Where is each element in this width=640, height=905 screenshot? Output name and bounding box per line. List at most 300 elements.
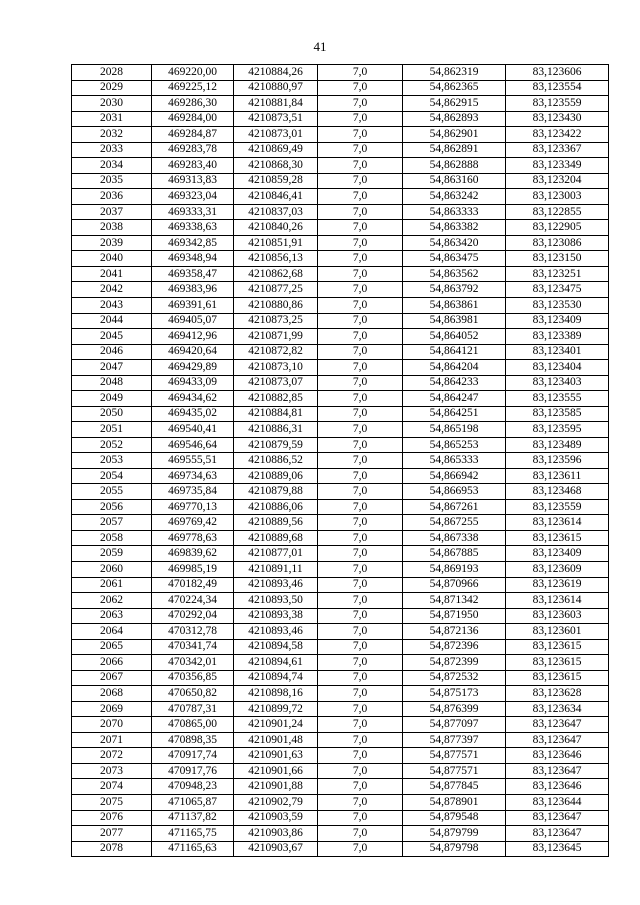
height-cell: 7,0 <box>318 546 403 562</box>
latitude-cell: 54,876399 <box>403 701 506 717</box>
table-row <box>72 562 609 578</box>
point-number-cell: 2037 <box>72 204 152 220</box>
point-number-cell: 2056 <box>72 499 152 515</box>
longitude-cell: 83,123615 <box>506 639 609 655</box>
x-coordinate-cell: 469778,63 <box>152 530 234 546</box>
latitude-cell: 54,878901 <box>403 794 506 810</box>
latitude-cell: 54,867261 <box>403 499 506 515</box>
height-cell: 7,0 <box>318 624 403 640</box>
table-row <box>72 779 609 795</box>
y-coordinate-cell: 4210901,66 <box>234 763 318 779</box>
table-row <box>72 422 609 438</box>
latitude-cell: 54,872136 <box>403 624 506 640</box>
height-cell: 7,0 <box>318 220 403 236</box>
latitude-cell: 54,865253 <box>403 437 506 453</box>
x-coordinate-cell: 470650,82 <box>152 686 234 702</box>
longitude-cell: 83,123596 <box>506 453 609 469</box>
latitude-cell: 54,865198 <box>403 422 506 438</box>
y-coordinate-cell: 4210893,38 <box>234 608 318 624</box>
latitude-cell: 54,862901 <box>403 127 506 143</box>
y-coordinate-cell: 4210877,25 <box>234 282 318 298</box>
latitude-cell: 54,866953 <box>403 484 506 500</box>
table-row <box>72 344 609 360</box>
latitude-cell: 54,863242 <box>403 189 506 205</box>
height-cell: 7,0 <box>318 701 403 717</box>
latitude-cell: 54,877097 <box>403 717 506 733</box>
point-number-cell: 2058 <box>72 530 152 546</box>
table-row <box>72 65 609 81</box>
longitude-cell: 83,123603 <box>506 608 609 624</box>
x-coordinate-cell: 469540,41 <box>152 422 234 438</box>
longitude-cell: 83,123475 <box>506 282 609 298</box>
point-number-cell: 2031 <box>72 111 152 127</box>
point-number-cell: 2052 <box>72 437 152 453</box>
x-coordinate-cell: 471065,87 <box>152 794 234 810</box>
coordinates-table <box>71 64 609 857</box>
point-number-cell: 2061 <box>72 577 152 593</box>
longitude-cell: 83,123204 <box>506 173 609 189</box>
point-number-cell: 2049 <box>72 391 152 407</box>
height-cell: 7,0 <box>318 655 403 671</box>
height-cell: 7,0 <box>318 732 403 748</box>
longitude-cell: 83,123645 <box>506 841 609 857</box>
x-coordinate-cell: 469734,63 <box>152 468 234 484</box>
longitude-cell: 83,123611 <box>506 468 609 484</box>
point-number-cell: 2078 <box>72 841 152 857</box>
table-row <box>72 530 609 546</box>
height-cell: 7,0 <box>318 468 403 484</box>
height-cell: 7,0 <box>318 127 403 143</box>
latitude-cell: 54,864251 <box>403 406 506 422</box>
table-row <box>72 748 609 764</box>
longitude-cell: 83,123401 <box>506 344 609 360</box>
latitude-cell: 54,865333 <box>403 453 506 469</box>
table-row <box>72 158 609 174</box>
point-number-cell: 2036 <box>72 189 152 205</box>
table-row <box>72 484 609 500</box>
longitude-cell: 83,123554 <box>506 80 609 96</box>
latitude-cell: 54,862365 <box>403 80 506 96</box>
latitude-cell: 54,867885 <box>403 546 506 562</box>
latitude-cell: 54,867255 <box>403 515 506 531</box>
longitude-cell: 83,123251 <box>506 266 609 282</box>
height-cell: 7,0 <box>318 763 403 779</box>
y-coordinate-cell: 4210901,24 <box>234 717 318 733</box>
latitude-cell: 54,871950 <box>403 608 506 624</box>
y-coordinate-cell: 4210862,68 <box>234 266 318 282</box>
x-coordinate-cell: 470787,31 <box>152 701 234 717</box>
latitude-cell: 54,863861 <box>403 297 506 313</box>
x-coordinate-cell: 470898,35 <box>152 732 234 748</box>
x-coordinate-cell: 469429,89 <box>152 360 234 376</box>
x-coordinate-cell: 469405,07 <box>152 313 234 329</box>
height-cell: 7,0 <box>318 360 403 376</box>
table-row <box>72 235 609 251</box>
table-row <box>72 173 609 189</box>
x-coordinate-cell: 469546,64 <box>152 437 234 453</box>
table-row <box>72 360 609 376</box>
longitude-cell: 83,122905 <box>506 220 609 236</box>
x-coordinate-cell: 469283,40 <box>152 158 234 174</box>
longitude-cell: 83,123430 <box>506 111 609 127</box>
latitude-cell: 54,862915 <box>403 96 506 112</box>
longitude-cell: 83,123628 <box>506 686 609 702</box>
latitude-cell: 54,863981 <box>403 313 506 329</box>
y-coordinate-cell: 4210884,26 <box>234 65 318 81</box>
longitude-cell: 83,123615 <box>506 655 609 671</box>
y-coordinate-cell: 4210873,25 <box>234 313 318 329</box>
y-coordinate-cell: 4210891,11 <box>234 562 318 578</box>
longitude-cell: 83,123634 <box>506 701 609 717</box>
latitude-cell: 54,877571 <box>403 763 506 779</box>
longitude-cell: 83,123595 <box>506 422 609 438</box>
table-row <box>72 763 609 779</box>
longitude-cell: 83,123150 <box>506 251 609 267</box>
x-coordinate-cell: 469420,64 <box>152 344 234 360</box>
table-row <box>72 499 609 515</box>
point-number-cell: 2040 <box>72 251 152 267</box>
longitude-cell: 83,123614 <box>506 515 609 531</box>
longitude-cell: 83,123647 <box>506 810 609 826</box>
latitude-cell: 54,871342 <box>403 593 506 609</box>
height-cell: 7,0 <box>318 810 403 826</box>
x-coordinate-cell: 469769,42 <box>152 515 234 531</box>
x-coordinate-cell: 469348,94 <box>152 251 234 267</box>
x-coordinate-cell: 469839,62 <box>152 546 234 562</box>
x-coordinate-cell: 469220,00 <box>152 65 234 81</box>
latitude-cell: 54,872399 <box>403 655 506 671</box>
table-row <box>72 546 609 562</box>
x-coordinate-cell: 470182,49 <box>152 577 234 593</box>
point-number-cell: 2035 <box>72 173 152 189</box>
point-number-cell: 2069 <box>72 701 152 717</box>
table-row <box>72 266 609 282</box>
table-row <box>72 204 609 220</box>
height-cell: 7,0 <box>318 717 403 733</box>
height-cell: 7,0 <box>318 158 403 174</box>
latitude-cell: 54,879799 <box>403 826 506 842</box>
latitude-cell: 54,875173 <box>403 686 506 702</box>
x-coordinate-cell: 469313,83 <box>152 173 234 189</box>
y-coordinate-cell: 4210856,13 <box>234 251 318 267</box>
height-cell: 7,0 <box>318 484 403 500</box>
y-coordinate-cell: 4210879,88 <box>234 484 318 500</box>
table-row <box>72 639 609 655</box>
height-cell: 7,0 <box>318 608 403 624</box>
x-coordinate-cell: 469735,84 <box>152 484 234 500</box>
x-coordinate-cell: 469555,51 <box>152 453 234 469</box>
height-cell: 7,0 <box>318 282 403 298</box>
latitude-cell: 54,863562 <box>403 266 506 282</box>
y-coordinate-cell: 4210846,41 <box>234 189 318 205</box>
y-coordinate-cell: 4210884,81 <box>234 406 318 422</box>
point-number-cell: 2038 <box>72 220 152 236</box>
point-number-cell: 2059 <box>72 546 152 562</box>
y-coordinate-cell: 4210871,99 <box>234 329 318 345</box>
point-number-cell: 2070 <box>72 717 152 733</box>
height-cell: 7,0 <box>318 297 403 313</box>
table-row <box>72 437 609 453</box>
x-coordinate-cell: 469391,61 <box>152 297 234 313</box>
height-cell: 7,0 <box>318 189 403 205</box>
y-coordinate-cell: 4210880,97 <box>234 80 318 96</box>
longitude-cell: 83,123389 <box>506 329 609 345</box>
height-cell: 7,0 <box>318 142 403 158</box>
height-cell: 7,0 <box>318 515 403 531</box>
point-number-cell: 2034 <box>72 158 152 174</box>
latitude-cell: 54,862888 <box>403 158 506 174</box>
height-cell: 7,0 <box>318 530 403 546</box>
x-coordinate-cell: 469358,47 <box>152 266 234 282</box>
height-cell: 7,0 <box>318 375 403 391</box>
height-cell: 7,0 <box>318 204 403 220</box>
table-row <box>72 655 609 671</box>
height-cell: 7,0 <box>318 173 403 189</box>
y-coordinate-cell: 4210859,28 <box>234 173 318 189</box>
x-coordinate-cell: 469286,30 <box>152 96 234 112</box>
x-coordinate-cell: 470917,74 <box>152 748 234 764</box>
table-row <box>72 142 609 158</box>
table-row <box>72 282 609 298</box>
y-coordinate-cell: 4210894,58 <box>234 639 318 655</box>
point-number-cell: 2060 <box>72 562 152 578</box>
table-row <box>72 826 609 842</box>
point-number-cell: 2074 <box>72 779 152 795</box>
x-coordinate-cell: 470865,00 <box>152 717 234 733</box>
longitude-cell: 83,123647 <box>506 732 609 748</box>
point-number-cell: 2051 <box>72 422 152 438</box>
x-coordinate-cell: 470356,85 <box>152 670 234 686</box>
point-number-cell: 2043 <box>72 297 152 313</box>
table-row <box>72 732 609 748</box>
longitude-cell: 83,123367 <box>506 142 609 158</box>
longitude-cell: 83,123647 <box>506 763 609 779</box>
point-number-cell: 2046 <box>72 344 152 360</box>
latitude-cell: 54,872396 <box>403 639 506 655</box>
y-coordinate-cell: 4210889,06 <box>234 468 318 484</box>
table-row <box>72 624 609 640</box>
latitude-cell: 54,879548 <box>403 810 506 826</box>
table-row <box>72 375 609 391</box>
point-number-cell: 2045 <box>72 329 152 345</box>
point-number-cell: 2054 <box>72 468 152 484</box>
x-coordinate-cell: 470948,23 <box>152 779 234 795</box>
point-number-cell: 2039 <box>72 235 152 251</box>
x-coordinate-cell: 469433,09 <box>152 375 234 391</box>
longitude-cell: 83,123409 <box>506 546 609 562</box>
x-coordinate-cell: 469383,96 <box>152 282 234 298</box>
table-row <box>72 251 609 267</box>
y-coordinate-cell: 4210903,67 <box>234 841 318 857</box>
y-coordinate-cell: 4210893,46 <box>234 624 318 640</box>
height-cell: 7,0 <box>318 841 403 857</box>
longitude-cell: 83,123606 <box>506 65 609 81</box>
latitude-cell: 54,862891 <box>403 142 506 158</box>
latitude-cell: 54,863160 <box>403 173 506 189</box>
y-coordinate-cell: 4210901,88 <box>234 779 318 795</box>
table-row <box>72 80 609 96</box>
longitude-cell: 83,123559 <box>506 499 609 515</box>
y-coordinate-cell: 4210879,59 <box>234 437 318 453</box>
y-coordinate-cell: 4210902,79 <box>234 794 318 810</box>
table-row <box>72 701 609 717</box>
height-cell: 7,0 <box>318 794 403 810</box>
y-coordinate-cell: 4210868,30 <box>234 158 318 174</box>
x-coordinate-cell: 469985,19 <box>152 562 234 578</box>
latitude-cell: 54,862319 <box>403 65 506 81</box>
y-coordinate-cell: 4210901,63 <box>234 748 318 764</box>
latitude-cell: 54,877397 <box>403 732 506 748</box>
y-coordinate-cell: 4210894,74 <box>234 670 318 686</box>
y-coordinate-cell: 4210893,46 <box>234 577 318 593</box>
x-coordinate-cell: 471165,63 <box>152 841 234 857</box>
x-coordinate-cell: 469225,12 <box>152 80 234 96</box>
longitude-cell: 83,123646 <box>506 779 609 795</box>
longitude-cell: 83,123647 <box>506 717 609 733</box>
table-row <box>72 577 609 593</box>
table-row <box>72 717 609 733</box>
y-coordinate-cell: 4210901,48 <box>234 732 318 748</box>
y-coordinate-cell: 4210880,86 <box>234 297 318 313</box>
height-cell: 7,0 <box>318 639 403 655</box>
height-cell: 7,0 <box>318 96 403 112</box>
x-coordinate-cell: 469412,96 <box>152 329 234 345</box>
latitude-cell: 54,864121 <box>403 344 506 360</box>
y-coordinate-cell: 4210886,31 <box>234 422 318 438</box>
latitude-cell: 54,866942 <box>403 468 506 484</box>
latitude-cell: 54,879798 <box>403 841 506 857</box>
table-row <box>72 670 609 686</box>
x-coordinate-cell: 470341,74 <box>152 639 234 655</box>
point-number-cell: 2068 <box>72 686 152 702</box>
y-coordinate-cell: 4210872,82 <box>234 344 318 360</box>
point-number-cell: 2029 <box>72 80 152 96</box>
table-row <box>72 841 609 857</box>
longitude-cell: 83,123422 <box>506 127 609 143</box>
point-number-cell: 2064 <box>72 624 152 640</box>
longitude-cell: 83,123349 <box>506 158 609 174</box>
point-number-cell: 2076 <box>72 810 152 826</box>
latitude-cell: 54,872532 <box>403 670 506 686</box>
latitude-cell: 54,870966 <box>403 577 506 593</box>
table-row <box>72 515 609 531</box>
height-cell: 7,0 <box>318 686 403 702</box>
point-number-cell: 2063 <box>72 608 152 624</box>
point-number-cell: 2075 <box>72 794 152 810</box>
longitude-cell: 83,123646 <box>506 748 609 764</box>
point-number-cell: 2050 <box>72 406 152 422</box>
y-coordinate-cell: 4210898,16 <box>234 686 318 702</box>
y-coordinate-cell: 4210877,01 <box>234 546 318 562</box>
height-cell: 7,0 <box>318 65 403 81</box>
point-number-cell: 2067 <box>72 670 152 686</box>
y-coordinate-cell: 4210903,59 <box>234 810 318 826</box>
longitude-cell: 83,123609 <box>506 562 609 578</box>
height-cell: 7,0 <box>318 235 403 251</box>
height-cell: 7,0 <box>318 80 403 96</box>
point-number-cell: 2047 <box>72 360 152 376</box>
point-number-cell: 2041 <box>72 266 152 282</box>
latitude-cell: 54,863420 <box>403 235 506 251</box>
latitude-cell: 54,863382 <box>403 220 506 236</box>
table-row <box>72 391 609 407</box>
longitude-cell: 83,123404 <box>506 360 609 376</box>
y-coordinate-cell: 4210899,72 <box>234 701 318 717</box>
height-cell: 7,0 <box>318 391 403 407</box>
y-coordinate-cell: 4210886,06 <box>234 499 318 515</box>
longitude-cell: 83,123615 <box>506 530 609 546</box>
y-coordinate-cell: 4210893,50 <box>234 593 318 609</box>
height-cell: 7,0 <box>318 453 403 469</box>
y-coordinate-cell: 4210869,49 <box>234 142 318 158</box>
longitude-cell: 83,123647 <box>506 826 609 842</box>
longitude-cell: 83,123409 <box>506 313 609 329</box>
y-coordinate-cell: 4210873,07 <box>234 375 318 391</box>
point-number-cell: 2042 <box>72 282 152 298</box>
height-cell: 7,0 <box>318 593 403 609</box>
longitude-cell: 83,123619 <box>506 577 609 593</box>
y-coordinate-cell: 4210882,85 <box>234 391 318 407</box>
point-number-cell: 2066 <box>72 655 152 671</box>
table-row <box>72 329 609 345</box>
point-number-cell: 2071 <box>72 732 152 748</box>
table-row <box>72 313 609 329</box>
latitude-cell: 54,864233 <box>403 375 506 391</box>
point-number-cell: 2065 <box>72 639 152 655</box>
x-coordinate-cell: 470312,78 <box>152 624 234 640</box>
longitude-cell: 83,123614 <box>506 593 609 609</box>
x-coordinate-cell: 471165,75 <box>152 826 234 842</box>
page-number: 41 <box>313 39 327 54</box>
y-coordinate-cell: 4210873,51 <box>234 111 318 127</box>
latitude-cell: 54,862893 <box>403 111 506 127</box>
y-coordinate-cell: 4210889,56 <box>234 515 318 531</box>
x-coordinate-cell: 470342,01 <box>152 655 234 671</box>
longitude-cell: 83,123086 <box>506 235 609 251</box>
x-coordinate-cell: 469434,62 <box>152 391 234 407</box>
height-cell: 7,0 <box>318 329 403 345</box>
x-coordinate-cell: 470292,04 <box>152 608 234 624</box>
latitude-cell: 54,877571 <box>403 748 506 764</box>
y-coordinate-cell: 4210886,52 <box>234 453 318 469</box>
height-cell: 7,0 <box>318 111 403 127</box>
longitude-cell: 83,123530 <box>506 297 609 313</box>
table-row <box>72 810 609 826</box>
point-number-cell: 2077 <box>72 826 152 842</box>
point-number-cell: 2055 <box>72 484 152 500</box>
latitude-cell: 54,864204 <box>403 360 506 376</box>
y-coordinate-cell: 4210889,68 <box>234 530 318 546</box>
table-row <box>72 794 609 810</box>
x-coordinate-cell: 469284,87 <box>152 127 234 143</box>
table-row <box>72 608 609 624</box>
height-cell: 7,0 <box>318 437 403 453</box>
x-coordinate-cell: 469770,13 <box>152 499 234 515</box>
longitude-cell: 83,123003 <box>506 189 609 205</box>
y-coordinate-cell: 4210894,61 <box>234 655 318 671</box>
latitude-cell: 54,863475 <box>403 251 506 267</box>
latitude-cell: 54,863333 <box>403 204 506 220</box>
y-coordinate-cell: 4210873,01 <box>234 127 318 143</box>
y-coordinate-cell: 4210903,86 <box>234 826 318 842</box>
table-row <box>72 220 609 236</box>
table-row <box>72 127 609 143</box>
point-number-cell: 2072 <box>72 748 152 764</box>
height-cell: 7,0 <box>318 344 403 360</box>
height-cell: 7,0 <box>318 422 403 438</box>
point-number-cell: 2032 <box>72 127 152 143</box>
point-number-cell: 2044 <box>72 313 152 329</box>
